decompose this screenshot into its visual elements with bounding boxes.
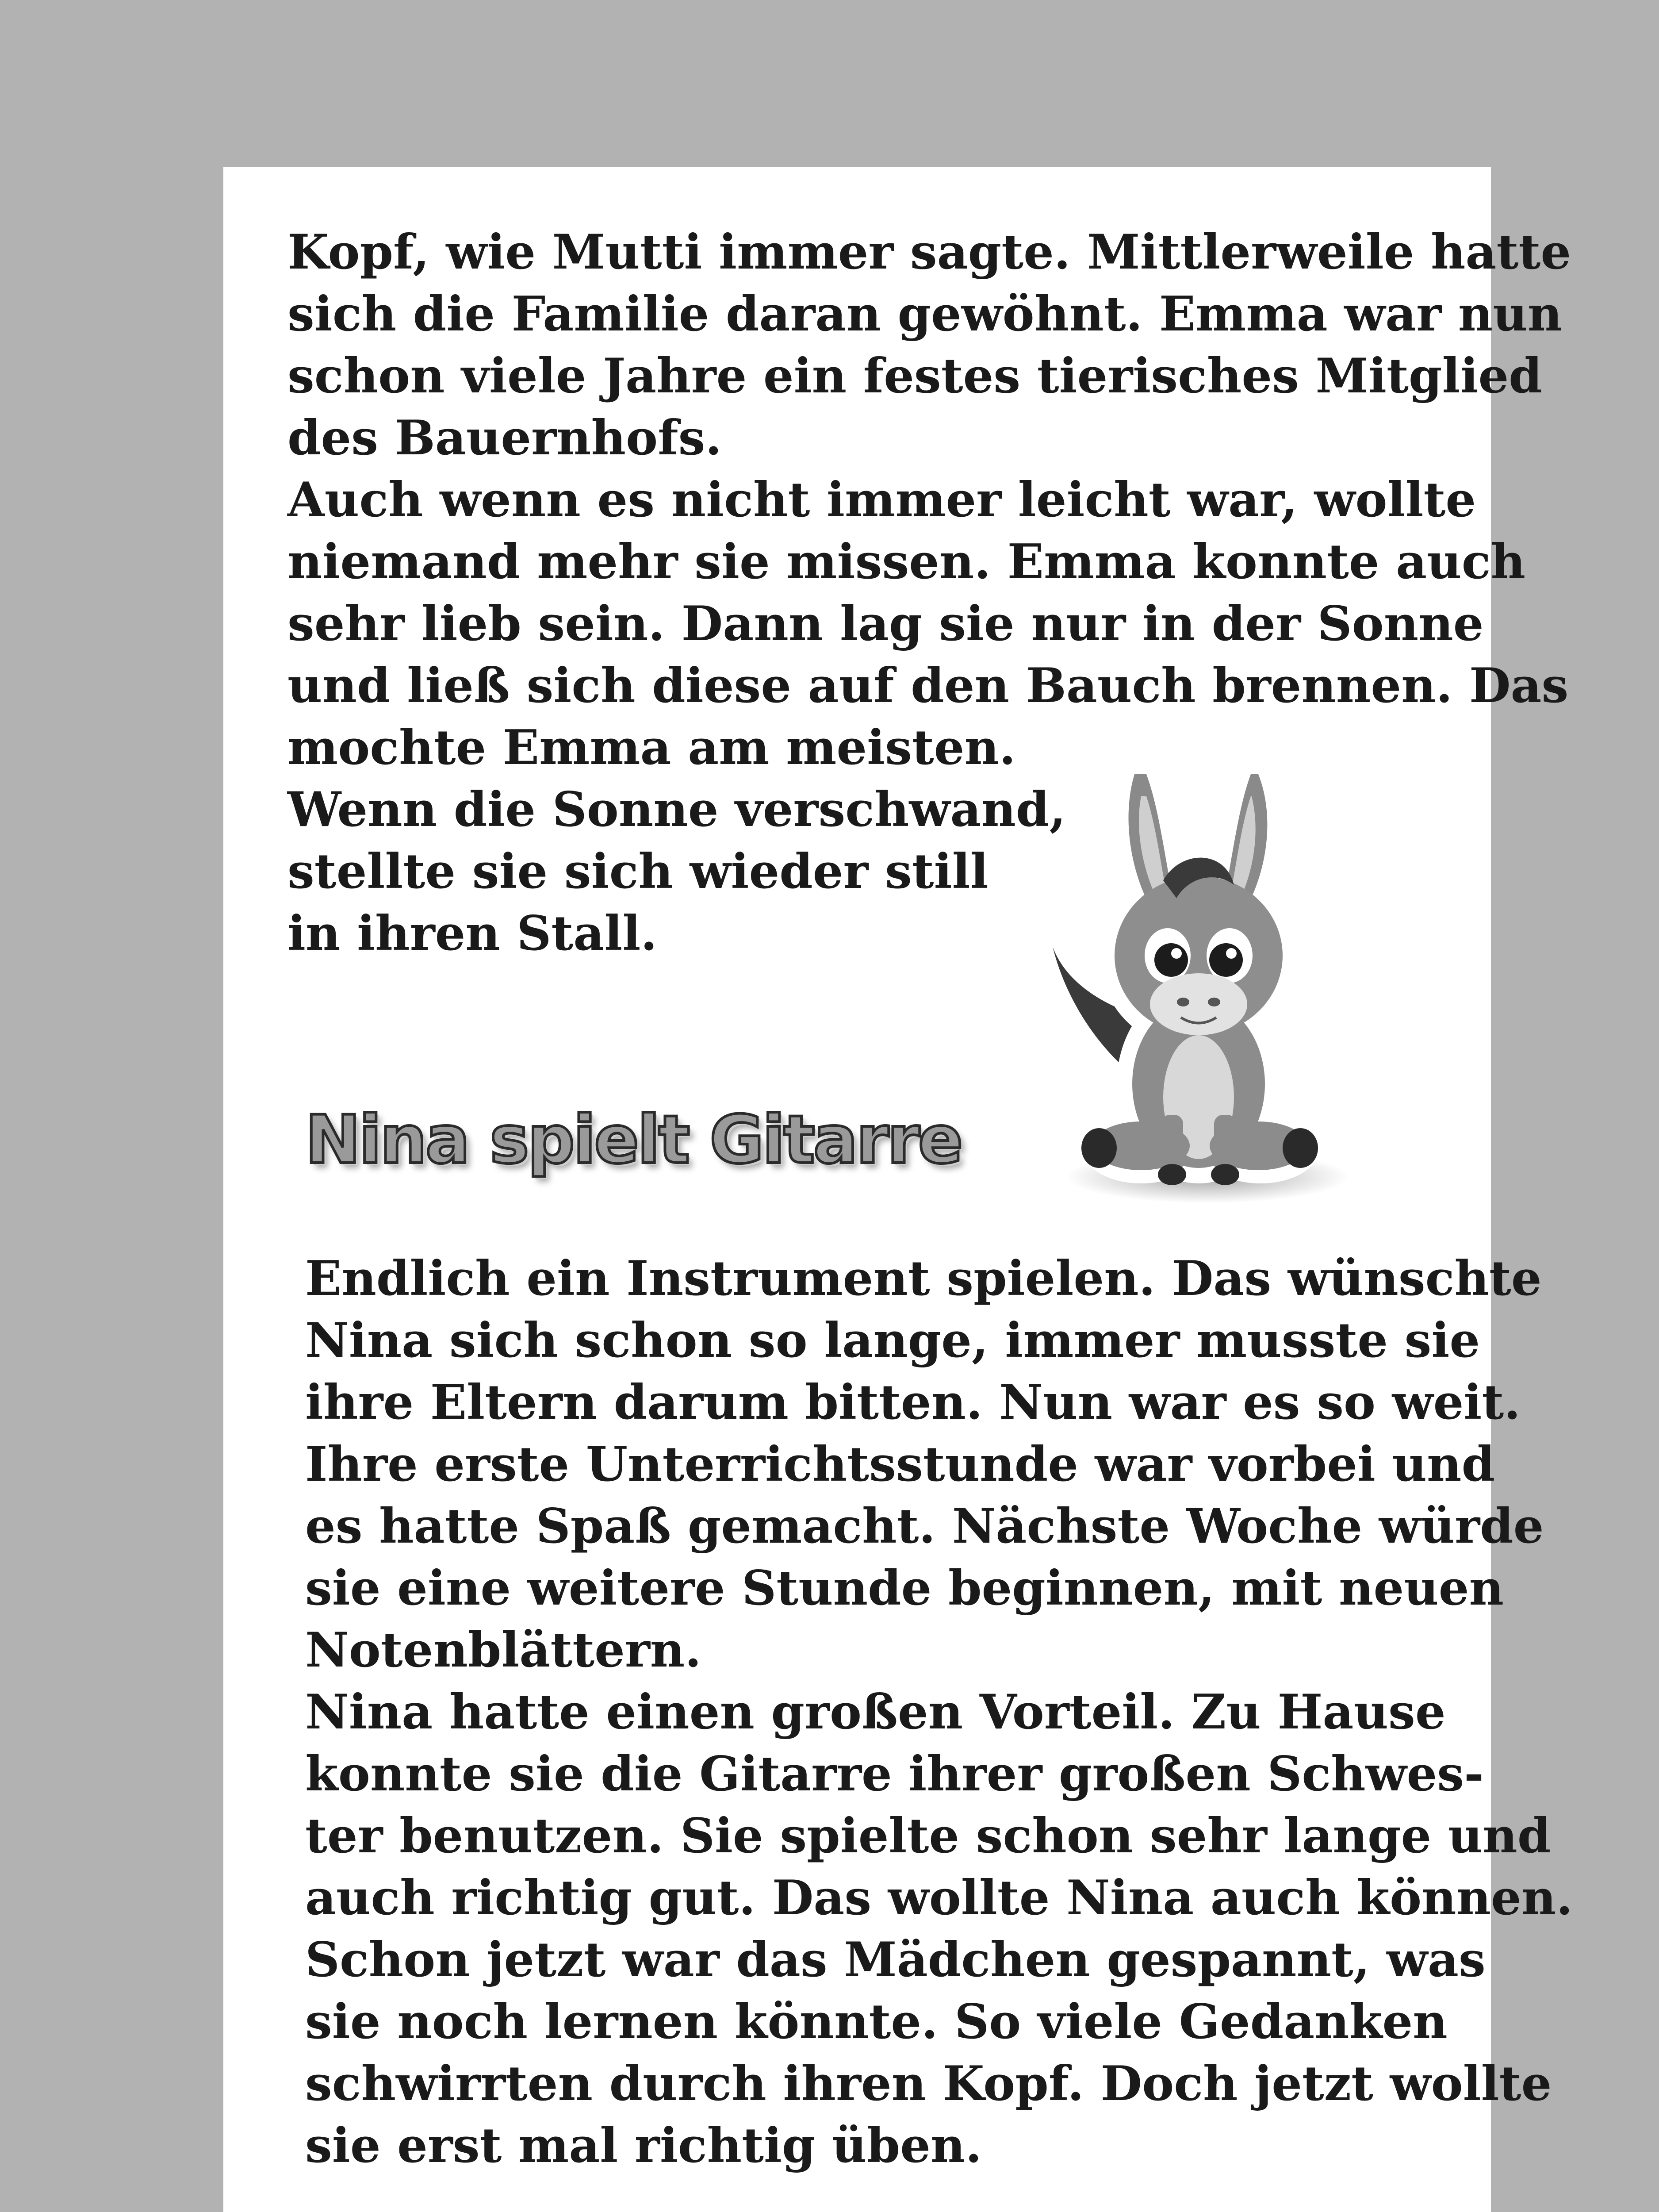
text-line: Ihre erste Unterrichtsstunde war vorbei und [305,1436,1495,1492]
text-line: Auch wenn es nicht immer leicht war, wollte [287,472,1476,528]
text-line: sie eine weitere Stunde beginnen, mit neuen [305,1560,1504,1616]
text-line: Endlich ein Instrument spielen. Das wünschte [305,1251,1542,1306]
text-line: sich die Familie daran gewöhnt. Emma war nun [287,286,1563,342]
text-line: ter benutzen. Sie spielte schon sehr lange und [305,1808,1551,1864]
text-line: konnte sie die Gitarre ihrer großen Schwes- [305,1746,1484,1802]
text-line: stellte sie sich wieder still [287,844,989,899]
text-line: es hatte Spaß gemacht. Nächste Woche würde [305,1498,1544,1554]
text-line: Schon jetzt war das Mädchen gespannt, was [305,1932,1486,1988]
text-line: sie noch lernen könnte. So viele Gedanken [305,1994,1448,2050]
text-line: sie erst mal richtig üben. [305,2118,982,2174]
text-line: und ließ sich diese auf den Bauch brennen. Das [287,658,1569,714]
text-line: Wenn die Sonne verschwand, [287,782,1066,837]
donkey-illustration-icon [1031,734,1353,1212]
section-heading: Nina spielt Gitarre [305,1102,962,1179]
text-line: Nina sich schon so lange, immer musste sie [305,1313,1480,1368]
text-line: mochte Emma am meisten. [287,720,1016,776]
text-line: sehr lieb sein. Dann lag sie nur in der Sonne [287,596,1484,652]
text-line: Nina hatte einen großen Vorteil. Zu Hause [305,1684,1446,1740]
text-line: des Bauernhofs. [287,410,722,466]
text-line: Notenblättern. [305,1622,701,1678]
text-line: auch richtig gut. Das wollte Nina auch können. [305,1870,1573,1926]
text-line: ihre Eltern darum bitten. Nun war es so weit. [305,1375,1521,1430]
text-line: Kopf, wie Mutti immer sagte. Mittlerweile hatte [287,224,1571,280]
text-line: niemand mehr sie missen. Emma konnte auch [287,534,1525,590]
text-line: schwirrten durch ihren Kopf. Doch jetzt wollte [305,2056,1552,2112]
story-paragraph-nina [305,1248,1573,2177]
text-line: in ihren Stall. [287,906,657,961]
text-line: schon viele Jahre ein festes tierisches Mitglied [287,348,1542,404]
